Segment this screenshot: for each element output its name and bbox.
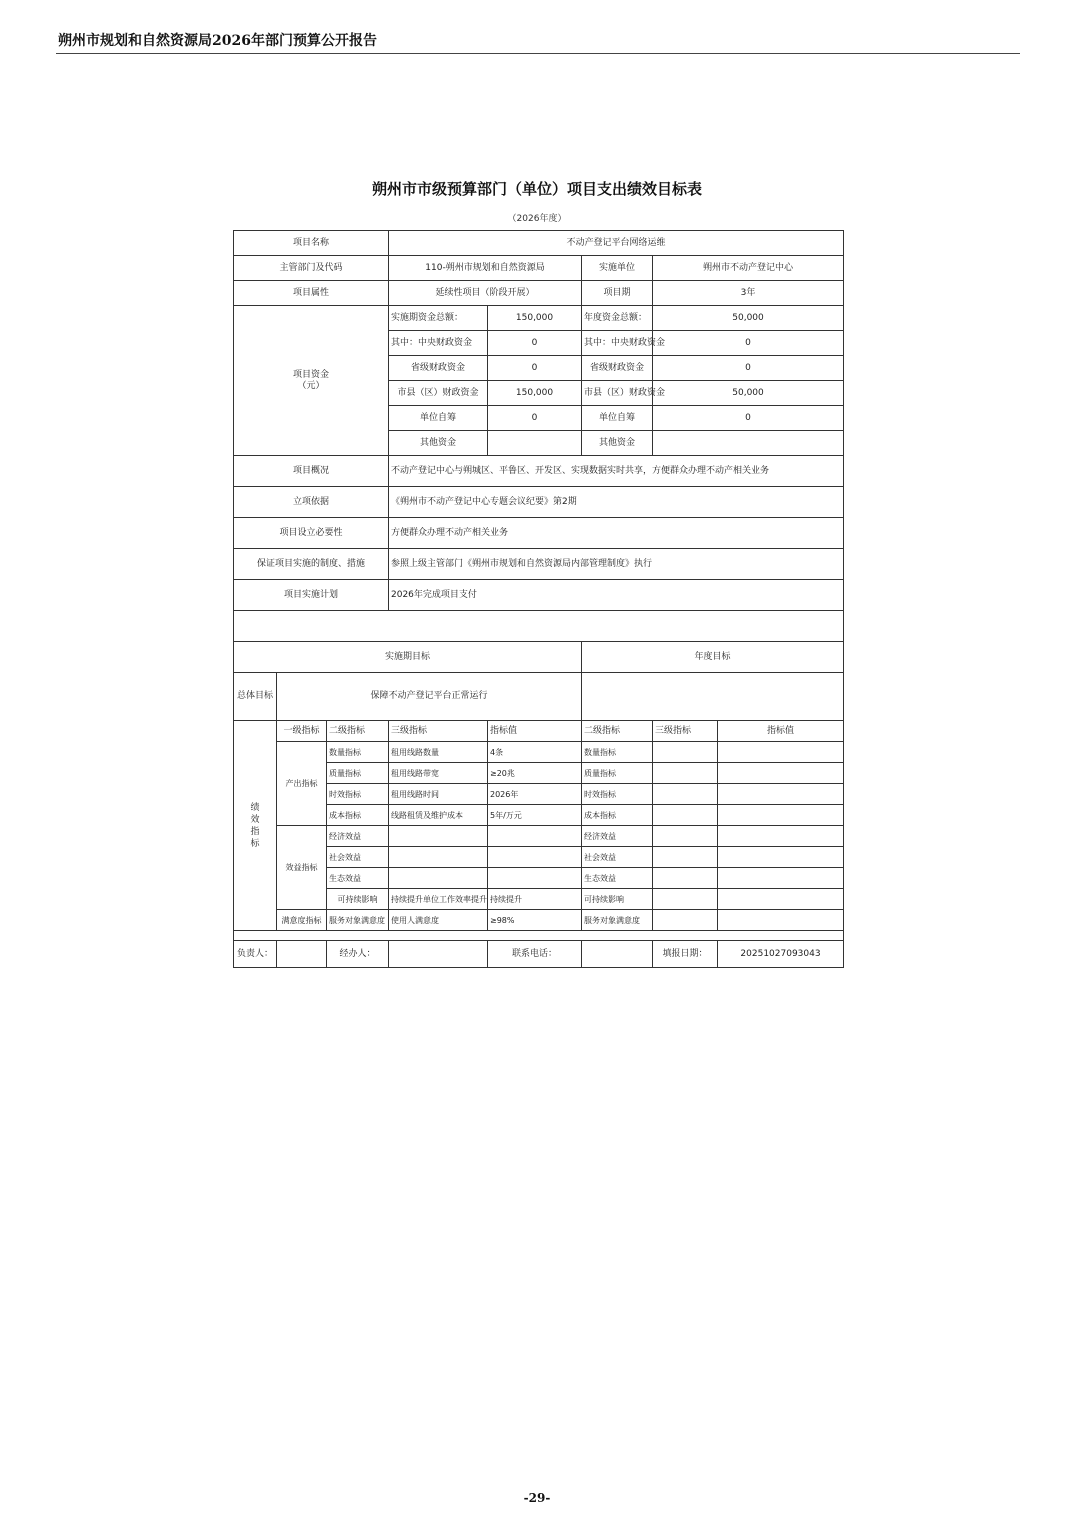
plan-value: 2026年完成项目支付 [389,580,844,611]
header-level2: 二级指标 [327,721,389,742]
annual-indicator-value [718,763,844,784]
row-plan [234,580,844,611]
row-project-name [234,231,844,256]
annual-target-label: 年度目标 [582,642,844,673]
fund-row-value: 0 [488,356,582,381]
annual-indicator-level2: 数量指标 [582,742,653,763]
indicator-value [488,847,582,868]
annual-indicator-level3 [653,784,718,805]
department-label: 主管部门及代码 [234,256,389,281]
plan-label: 项目实施计划 [234,580,389,611]
annual-indicator-value [718,784,844,805]
indicator-level3: 租用线路时间 [389,784,488,805]
indicator-level2: 社会效益 [327,847,389,868]
fund-row-value: 0 [488,406,582,431]
row-spacer [234,931,844,941]
date-label: 填报日期： [653,941,718,968]
basis-value: 《朔州市不动产登记中心专题会议纪要》第2期 [389,487,844,518]
department-value: 110-朔州市规划和自然资源局 [389,256,582,281]
annual-indicator-level3 [653,910,718,931]
attribute-label: 项目属性 [234,281,389,306]
annual-indicator-level2: 质量指标 [582,763,653,784]
row-overview [234,456,844,487]
annual-indicator-level2: 经济效益 [582,826,653,847]
annual-indicator-level3 [653,889,718,910]
indicator-side-label [234,721,277,931]
indicator-row [234,910,844,931]
indicator-level3: 使用人满意度 [389,910,488,931]
indicator-value [488,868,582,889]
handler-value [389,941,488,968]
fund-row-annual-value [653,431,844,456]
project-name-label: 项目名称 [234,231,389,256]
indicator-value [488,826,582,847]
annual-indicator-value [718,910,844,931]
responsible-label-text: 负责人： [236,949,273,959]
period-target-label: 实施期目标 [234,642,582,673]
fund-row-annual-value: 0 [653,331,844,356]
header-level3: 三级指标 [389,721,488,742]
annual-indicator-level2: 社会效益 [582,847,653,868]
guarantee-value: 参照上级主管部门《朔州市规划和自然资源局内部管理制度》执行 [389,549,844,580]
indicator-level3: 持续提升单位工作效率提升 [389,889,488,910]
fund-label-line2: （元） [297,380,325,391]
row-overall-target [234,673,844,721]
benefit-indicator-label: 效益指标 [277,826,327,910]
overall-target-label: 总体目标 [234,673,277,721]
handler-label: 经办人： [327,941,389,968]
performance-target-table [233,230,844,968]
row-attribute [234,281,844,306]
guarantee-label: 保证项目实施的制度、措施 [234,549,389,580]
document-header-title: 朔州市规划和自然资源局2026年部门预算公开报告 [58,33,377,49]
overview-value: 不动产登记中心与朔城区、平鲁区、开发区、实现数据实时共享，方便群众办理不动产相关业务 [389,456,844,487]
fund-row-label: 单位自筹 [389,406,488,431]
basis-label: 立项依据 [234,487,389,518]
annual-indicator-level2: 可持续影响 [582,889,653,910]
fund-row-annual-value: 50,000 [653,381,844,406]
header-divider [56,53,1020,54]
indicator-value: 4条 [488,742,582,763]
phone-label: 联系电话： [488,941,582,968]
indicator-value: ≥20兆 [488,763,582,784]
indicator-level2: 生态效益 [327,868,389,889]
fund-row-annual-label: 市县（区）财政资金 [582,381,653,406]
fund-row-annual-label: 单位自筹 [582,406,653,431]
fund-row-annual-label: 其中：中央财政资金 [582,331,653,356]
table-year: （2026年度） [507,214,567,224]
date-value: 20251027093043 [718,941,844,968]
table-title: 朔州市市级预算部门（单位）项目支出绩效目标表 [371,180,702,198]
annual-indicator-level2: 时效指标 [582,784,653,805]
necessity-value: 方便群众办理不动产相关业务 [389,518,844,549]
indicator-level2: 经济效益 [327,826,389,847]
annual-indicator-value [718,742,844,763]
impl-unit-label: 实施单位 [582,256,653,281]
fund-row-label: 市县（区）财政资金 [389,381,488,406]
indicator-level3: 租用线路带宽 [389,763,488,784]
annual-indicator-value [718,826,844,847]
indicator-value: 2026年 [488,784,582,805]
annual-indicator-value [718,868,844,889]
annual-indicator-value [718,847,844,868]
fund-row-value: 0 [488,331,582,356]
indicator-level2: 可持续影响 [327,889,389,910]
fund-row-label: 其中：中央财政资金 [389,331,488,356]
annual-indicator-level3 [653,742,718,763]
fund-row [234,306,844,331]
row-target-headers [234,642,844,673]
output-indicator-label: 产出指标 [277,742,327,826]
row-blank [234,611,844,642]
indicator-level2: 质量指标 [327,763,389,784]
indicator-header-row [234,721,844,742]
indicator-level2: 时效指标 [327,784,389,805]
indicator-value: 5年/万元 [488,805,582,826]
overview-label: 项目概况 [234,456,389,487]
blank-cell [234,611,844,642]
fund-row-annual-label: 年度资金总额： [582,306,653,331]
annual-indicator-value [718,805,844,826]
indicator-level3 [389,826,488,847]
row-guarantee [234,549,844,580]
period-label: 项目期 [582,281,653,306]
responsible-label [234,941,277,968]
spacer-cell [234,931,844,941]
fund-row-value: 150,000 [488,306,582,331]
fund-row-label: 省级财政资金 [389,356,488,381]
row-basis [234,487,844,518]
fund-row-value: 150,000 [488,381,582,406]
annual-indicator-level3 [653,847,718,868]
indicator-level2: 服务对象满意度 [327,910,389,931]
annual-indicator-value [718,889,844,910]
fund-row-value [488,431,582,456]
fund-label-line1: 项目资金 [292,369,329,380]
page-number: -29- [523,1491,551,1505]
necessity-label: 项目设立必要性 [234,518,389,549]
responsible-value [277,941,327,968]
fund-row-annual-label: 其他资金 [582,431,653,456]
indicator-level3 [389,847,488,868]
indicator-level2: 成本指标 [327,805,389,826]
period-value: 3年 [653,281,844,306]
annual-indicator-level3 [653,805,718,826]
fund-row-annual-value: 0 [653,406,844,431]
impl-unit-value: 朔州市不动产登记中心 [653,256,844,281]
fund-row-annual-value: 50,000 [653,306,844,331]
indicator-side-text: 绩效指标 [250,802,260,849]
overall-target-value: 保障不动产登记平台正常运行 [277,673,582,721]
header-value: 指标值 [488,721,582,742]
indicator-value: ≥98% [488,910,582,931]
annual-indicator-level2: 生态效益 [582,868,653,889]
annual-indicator-level3 [653,763,718,784]
satisfaction-indicator-label: 满意度指标 [277,910,327,931]
row-department [234,256,844,281]
project-name-value: 不动产登记平台网络运维 [389,231,844,256]
row-necessity [234,518,844,549]
fund-row-annual-value: 0 [653,356,844,381]
indicator-value: 持续提升 [488,889,582,910]
attribute-value: 延续性项目（阶段开展） [389,281,582,306]
annual-indicator-level2: 成本指标 [582,805,653,826]
fund-row-label: 其他资金 [389,431,488,456]
indicator-level3 [389,868,488,889]
annual-target-value [582,673,844,721]
fund-row-label: 实施期资金总额： [389,306,488,331]
header-annual-value: 指标值 [718,721,844,742]
row-footer [234,941,844,968]
indicator-level3: 租用线路数量 [389,742,488,763]
fund-row-annual-label: 省级财政资金 [582,356,653,381]
annual-indicator-level2: 服务对象满意度 [582,910,653,931]
fund-label [234,306,389,456]
annual-indicator-level3 [653,826,718,847]
header-annual-level3: 三级指标 [653,721,718,742]
annual-indicator-level3 [653,868,718,889]
header-level1: 一级指标 [277,721,327,742]
indicator-level3: 线路租赁及维护成本 [389,805,488,826]
header-annual-level2: 二级指标 [582,721,653,742]
indicator-row [234,742,844,763]
indicator-row [234,826,844,847]
indicator-level2: 数量指标 [327,742,389,763]
phone-value [582,941,653,968]
